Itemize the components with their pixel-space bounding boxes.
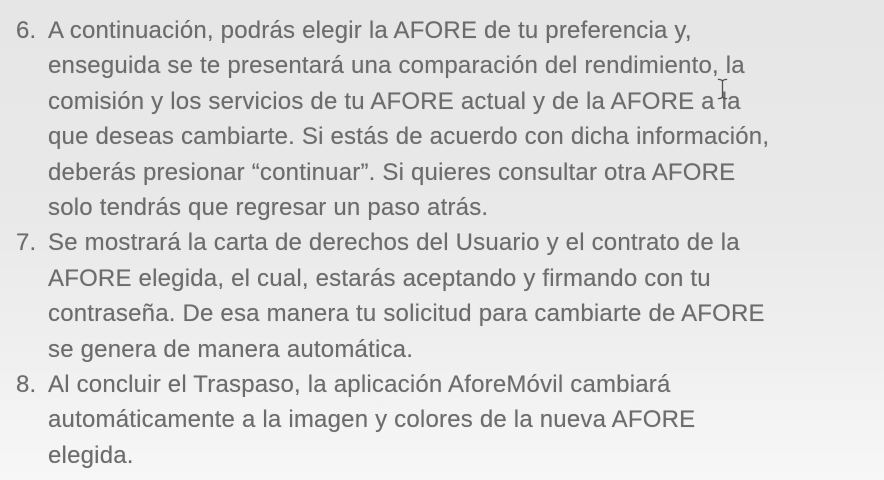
list-item-text-line: Se mostrará la carta de derechos del Usuario y el contrato de la [48,229,740,257]
list-item-text-line: se genera de manera automática. [48,335,414,363]
list-item-text-line: AFORE elegida, el cual, estarás aceptando y firmando con tu [48,264,711,292]
text-cursor-icon [716,78,729,100]
list-item-number: 8. [16,371,37,399]
list-item-text-line: contraseña. De esa manera tu solicitud para cambiarte de AFORE [48,300,765,328]
list-item-text-line: elegida. [48,441,134,469]
list-item-6 [16,13,884,225]
list-item-text-line: enseguida se te presentará una comparación del rendimiento, la [48,52,745,80]
list-item-number: 6. [16,17,37,44]
list-item-text-line: que deseas cambiarte. Si estás de acuerdo con dicha información, [48,123,770,151]
list-item-text-line: Al concluir el Traspaso, la aplicación AforeMóvil cambiará [48,371,671,399]
list-item-7 [16,225,884,367]
list-item-text-line: solo tendrás que regresar un paso atrás. [48,194,489,222]
list-item-text-line: A continuación, podrás elegir la AFORE de tu preferencia y, [48,17,692,44]
list-item-text-line: deberás presionar “continuar”. Si quieres consultar otra AFORE [48,158,736,186]
list-item-text-line: comisión y los servicios de tu AFORE actual y de la AFORE a la [48,87,741,115]
list-item-text-line: automáticamente a la imagen y colores de la nueva AFORE [48,406,696,434]
list-item-8 [16,367,884,473]
list-item-number: 7. [16,229,37,257]
